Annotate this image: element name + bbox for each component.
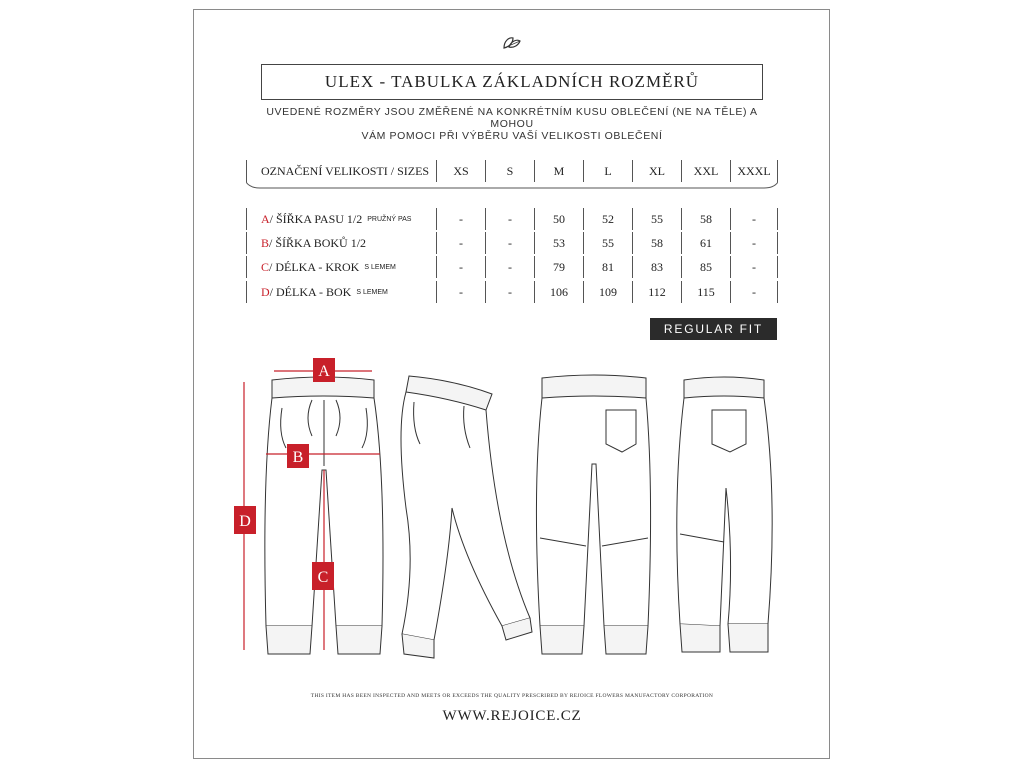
row-letter: D [261,284,270,299]
size-header-xl: XL [632,160,681,182]
table-cell: 55 [632,208,681,230]
row-note: S LEMEM [364,263,396,271]
size-header-label: OZNAČENÍ VELIKOSTI / SIZES [246,160,436,182]
size-header-m: M [534,160,583,182]
table-cell: - [485,281,534,303]
row-letter: C [261,259,270,274]
label-c: C [317,569,329,586]
table-cell: 112 [632,281,681,303]
header-divider [246,182,778,190]
size-header-xxxl: XXXL [730,160,778,182]
row-note: S LEMEM [356,288,388,296]
table-cell: 106 [534,281,583,303]
back-side-view-drawing [677,377,772,652]
table-row [246,208,778,230]
table-cell: 109 [583,281,632,303]
row-label-text: / DÉLKA - KROK [269,259,360,274]
subtitle-line-2: VÁM POMOCI PŘI VÝBĚRU VAŠÍ VELIKOSTI OBLEČENÍ [361,130,663,142]
table-row [246,281,778,303]
subtitle-line-1: UVEDENÉ ROZMĚRY JSOU ZMĚŘENÉ NA KONKRÉTNÍM KUSU OBLEČENÍ (NE NA TĚLE) A MOHOU [266,106,758,130]
website-url: WWW.REJOICE.CZ [442,708,582,724]
size-header-row [246,160,778,182]
table-cell: 55 [583,232,632,254]
row-note: PRUŽNÝ PAS [367,215,412,223]
table-cell: 52 [583,208,632,230]
back-view-drawing [536,375,650,654]
table-cell: 50 [534,208,583,230]
regular-fit-badge: REGULAR FIT [650,318,777,340]
table-cell: 61 [681,232,730,254]
quality-note: THIS ITEM HAS BEEN INSPECTED AND MEETS OR EXCEEDS THE QUALITY PRESCRIBED BY REJOICE FLOWERS MANUFACTORY CORPORATION [310,693,714,699]
side-view-drawing [401,376,532,658]
table-cell: 83 [632,256,681,278]
table-cell: - [436,208,485,230]
table-cell: 115 [681,281,730,303]
table-cell: - [730,232,778,254]
table-cell: - [436,256,485,278]
table-row [246,256,778,278]
table-cell: 85 [681,256,730,278]
label-a: A [318,363,330,380]
size-header-l: L [583,160,632,182]
row-label [246,232,436,254]
table-row [246,232,778,254]
label-d: D [239,513,251,530]
row-label-text: / ŠÍŘKA PASU 1/2 [269,211,363,226]
table-cell: - [485,232,534,254]
pants-diagram [234,358,794,668]
row-label [246,256,436,278]
table-cell: - [730,256,778,278]
table-cell: 53 [534,232,583,254]
row-letter: A [261,211,270,226]
table-cell: 81 [583,256,632,278]
table-cell: 79 [534,256,583,278]
leaf-flower-icon [501,33,523,51]
row-label [246,208,436,230]
table-cell: - [485,256,534,278]
row-label-text: / DÉLKA - BOK [269,284,352,299]
table-cell: - [730,281,778,303]
size-header-xs: XS [436,160,485,182]
table-cell: - [485,208,534,230]
table-cell: 58 [632,232,681,254]
row-label [246,281,436,303]
table-cell: - [436,232,485,254]
label-b: B [292,449,304,466]
size-header-xxl: XXL [681,160,730,182]
row-label-text: / ŠÍŘKA BOKŮ 1/2 [269,235,367,250]
size-header-s: S [485,160,534,182]
table-cell: 58 [681,208,730,230]
table-cell: - [436,281,485,303]
subtitle [250,106,774,142]
page-title: ULEX - TABULKA ZÁKLADNÍCH ROZMĚRŮ [261,64,763,100]
row-letter: B [261,235,270,250]
table-cell: - [730,208,778,230]
